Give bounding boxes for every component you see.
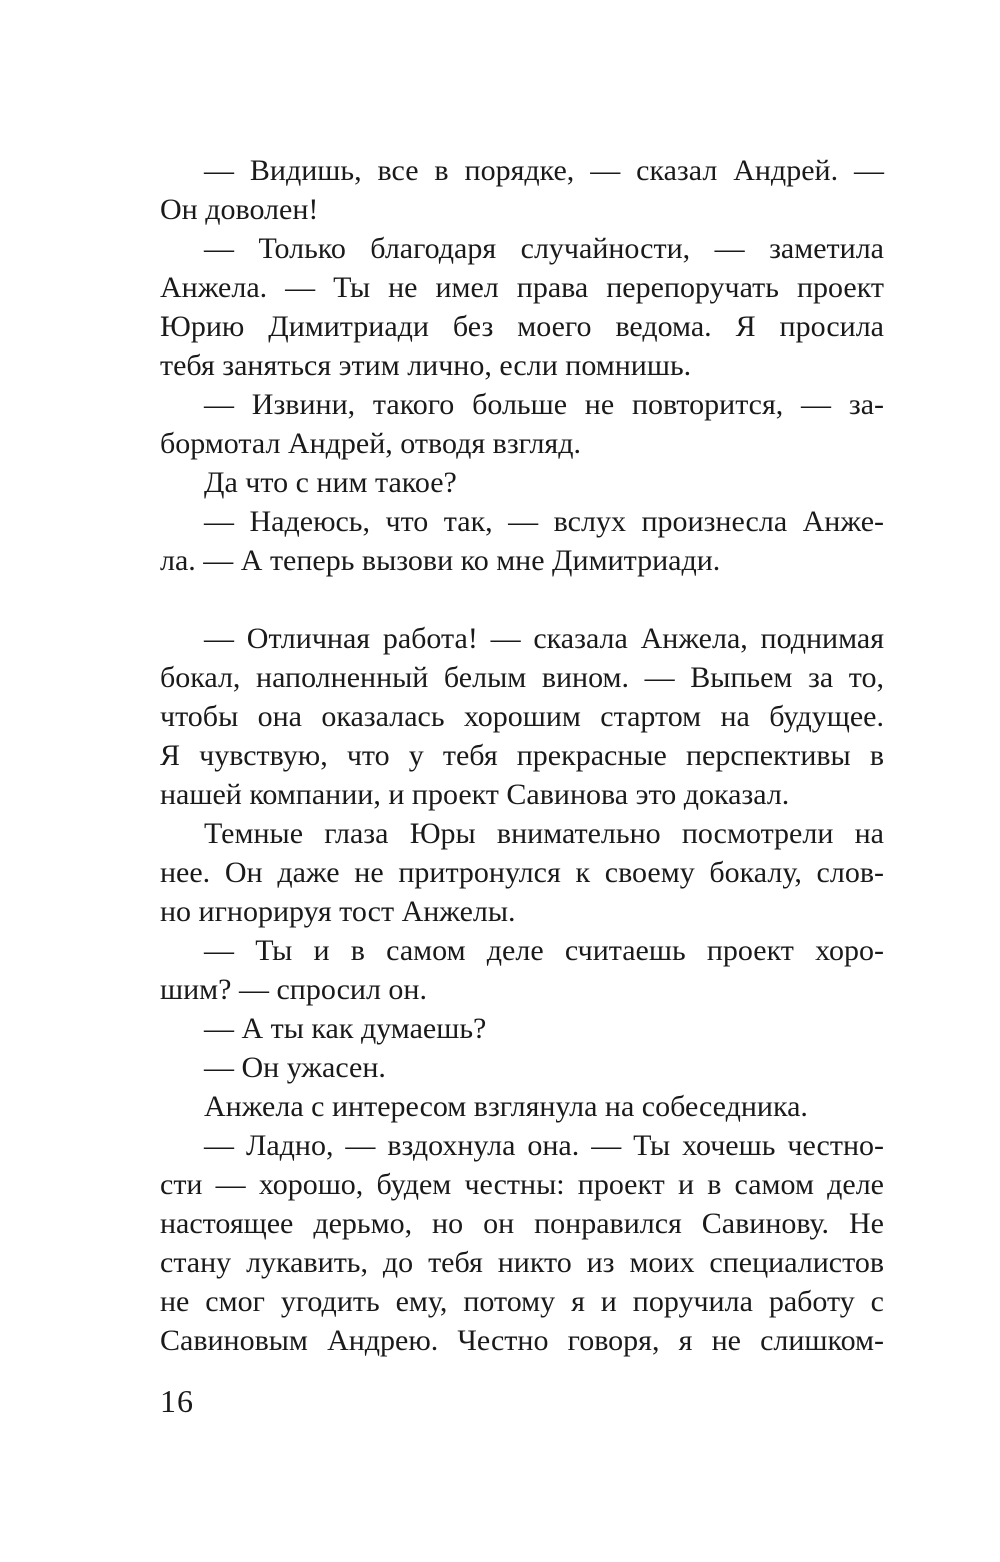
text-line: шим? — спросил он. (160, 973, 427, 1006)
text-line: Темные глаза Юры внимательно посмотрели на (204, 817, 884, 850)
text-line: сти — хорошо, будем честны: проект и в самом деле (160, 1168, 884, 1201)
text-line: — Только благодаря случайности, — заметила (204, 232, 884, 265)
text-line: — Ладно, — вздохнула она. — Ты хочешь честно- (204, 1129, 884, 1162)
text-line: — Ты и в самом деле считаешь проект хоро- (204, 934, 884, 967)
text-line: не смог угодить ему, потому я и поручила работу с (160, 1285, 884, 1318)
text-line: нашей компании, и проект Савинова это доказал. (160, 778, 790, 811)
text-line: Да что с ним такое? (204, 466, 457, 499)
text-line: — Он ужасен. (204, 1051, 386, 1084)
text-line: — Надеюсь, что так, — вслух произнесла Анже- (204, 505, 884, 538)
text-line: Юрию Димитриади без моего ведома. Я просила (160, 310, 884, 343)
text-line: — Отличная работа! — сказала Анжела, поднимая (204, 622, 884, 655)
text-line: — Видишь, все в порядке, — сказал Андрей. — (204, 154, 884, 187)
text-line: Он доволен! (160, 193, 319, 226)
text-section-bottom (160, 619, 884, 1360)
page-number: 16 (160, 1383, 194, 1419)
text-line: — Извини, такого больше не повторится, — за- (204, 388, 884, 421)
text-line: стану лукавить, до тебя никто из моих специалистов (160, 1246, 884, 1279)
text-line: Анжела. — Ты не имел права перепоручать проект (160, 271, 884, 304)
text-line: тебя заняться этим лично, если помнишь. (160, 349, 692, 382)
text-line: Савиновым Андрею. Честно говоря, я не слишком- (160, 1324, 884, 1357)
text-line: нее. Он даже не притронулся к своему бокалу, слов- (160, 856, 884, 889)
text-line: Анжела с интересом взглянула на собеседника. (204, 1090, 808, 1123)
text-line: бокал, наполненный белым вином. — Выпьем за то, (160, 661, 884, 694)
text-line: ла. — А теперь вызови ко мне Димитриади. (160, 544, 721, 577)
text-line: Я чувствую, что у тебя прекрасные перспективы в (160, 739, 884, 772)
text-section-top (160, 151, 884, 580)
text-line: — А ты как думаешь? (204, 1012, 487, 1045)
text-line: настоящее дерьмо, но он понравился Савинову. Не (160, 1207, 884, 1240)
text-line: но игнорируя тост Анжелы. (160, 895, 516, 928)
text-line: бормотал Андрей, отводя взгляд. (160, 427, 581, 460)
text-line: чтобы она оказалась хорошим стартом на будущее. (160, 700, 884, 733)
